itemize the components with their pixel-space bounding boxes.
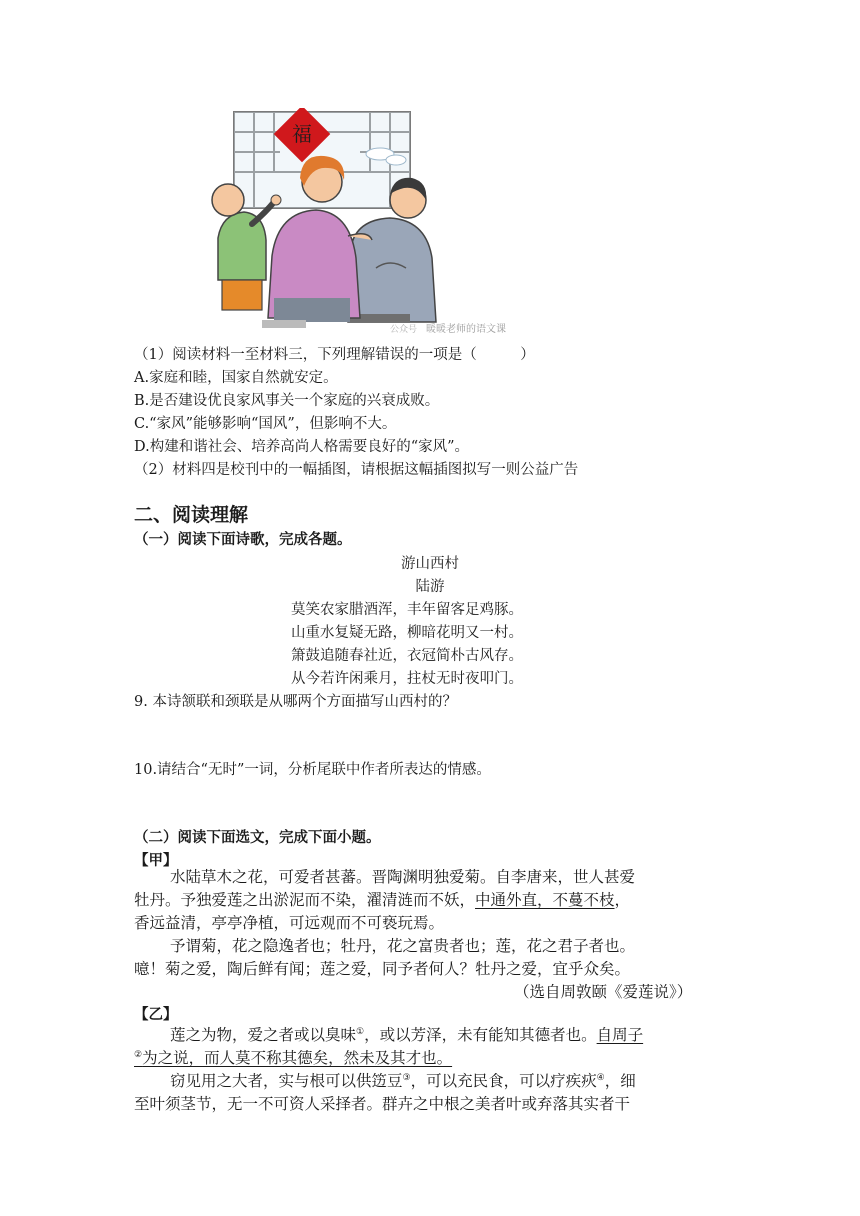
footnote-marker: ① xyxy=(356,1026,365,1037)
underlined-phrase: 中通外直，不蔓不枝 xyxy=(475,891,615,909)
yi-line-3 xyxy=(170,1069,636,1091)
jia-source: （选自周敦颐《爱莲说》） xyxy=(514,983,693,1001)
jia-line-5: 噫！菊之爱，陶后鲜有闻；莲之爱，同予者何人？牡丹之爱，宜乎众矣。 xyxy=(134,960,631,978)
part1-heading: （一）阅读下面诗歌，完成各题。 xyxy=(134,531,352,548)
question-10: 10.请结合“无时”一词，分析尾联中作者所表达的情感。 xyxy=(134,762,491,778)
option-b: B.是否建设优良家风事关一个家庭的兴衰成败。 xyxy=(134,393,440,409)
jia-line-3: 香远益清，亭亭净植，可远观而不可亵玩焉。 xyxy=(134,914,445,932)
underlined-phrase xyxy=(134,1049,452,1067)
jia-line-1: 水陆草木之花，可爱者甚蕃。晋陶渊明独爱菊。自李唐来，世人甚爱 xyxy=(170,868,636,886)
poem-title: 游山西村 xyxy=(401,556,459,572)
family-illustration xyxy=(200,108,540,336)
jia-line-4: 予谓菊，花之隐逸者也；牡丹，花之富贵者也；莲，花之君子者也。 xyxy=(170,937,636,955)
underlined-phrase: 自周子 xyxy=(596,1026,644,1044)
poem-line: 箫鼓追随春社近，衣冠简朴古风存。 xyxy=(291,648,523,664)
option-d: D.构建和谐社会、培养高尚人格需要良好的“家风”。 xyxy=(134,439,470,455)
yi-line-3-b: ，可以充民食，可以疗疾疢 xyxy=(410,1072,597,1090)
footnote-marker: ④ xyxy=(596,1072,605,1083)
yi-line-2 xyxy=(134,1046,452,1068)
section-heading: 二、阅读理解 xyxy=(134,504,249,526)
question-9: 9. 本诗颔联和颈联是从哪两个方面描写山西村的？ xyxy=(134,694,457,710)
option-a: A.家庭和睦，国家自然就安定。 xyxy=(134,370,338,386)
jia-line-2-a: 牡丹。予独爱莲之出淤泥而不染，濯清涟而不妖， xyxy=(134,891,476,909)
poem-line: 山重水复疑无路，柳暗花明又一村。 xyxy=(291,625,523,641)
part2-heading: （二）阅读下面选文，完成下面小题。 xyxy=(134,829,381,846)
jia-line-2 xyxy=(134,888,630,910)
watermark-prefix: 公众号 xyxy=(390,325,418,335)
q1-stem: （1）阅读材料一至材料三，下列理解错误的一项是（ ） xyxy=(134,347,535,363)
watermark-text: 暖暖老师的语文课 xyxy=(426,324,506,335)
fu-character: 福 xyxy=(292,122,312,146)
q2-stem: （2）材料四是校刊中的一幅插图，请根据这幅插图拟写一则公益广告 xyxy=(134,462,579,478)
yi-label: 【乙】 xyxy=(134,1006,178,1023)
yi-line-4: 至叶须茎节，无一不可资人采择者。群卉之中根之美者叶或弃落其实者干 xyxy=(134,1095,631,1113)
yi-line-1-a: 莲之为物，爱之者或以臭味 xyxy=(170,1026,357,1044)
yi-line-1 xyxy=(170,1023,643,1045)
footnote-marker: ② xyxy=(134,1049,143,1060)
yi-line-1-b: ，或以芳泽，未有能知其德者也。 xyxy=(364,1026,597,1044)
footnote-marker: ③ xyxy=(402,1072,411,1083)
poem-author: 陆游 xyxy=(415,579,445,595)
option-c: C.“家风”能够影响“国风”，但影响不大。 xyxy=(134,416,397,432)
jia-label: 【甲】 xyxy=(134,852,178,869)
poem-line: 莫笑农家腊酒浑，丰年留客足鸡豚。 xyxy=(291,602,523,618)
yi-line-3-c: ，细 xyxy=(604,1072,636,1090)
poem-line: 从今若许闲乘月，拄杖无时夜叩门。 xyxy=(291,671,523,687)
yi-line-3-a: 窃见用之大者，实与根可以供笾豆 xyxy=(170,1072,403,1090)
jia-line-2-c: ， xyxy=(614,891,631,909)
yi-line-2-a: 为之说，而人莫不称其德矣，然未及其才也。 xyxy=(142,1049,453,1067)
